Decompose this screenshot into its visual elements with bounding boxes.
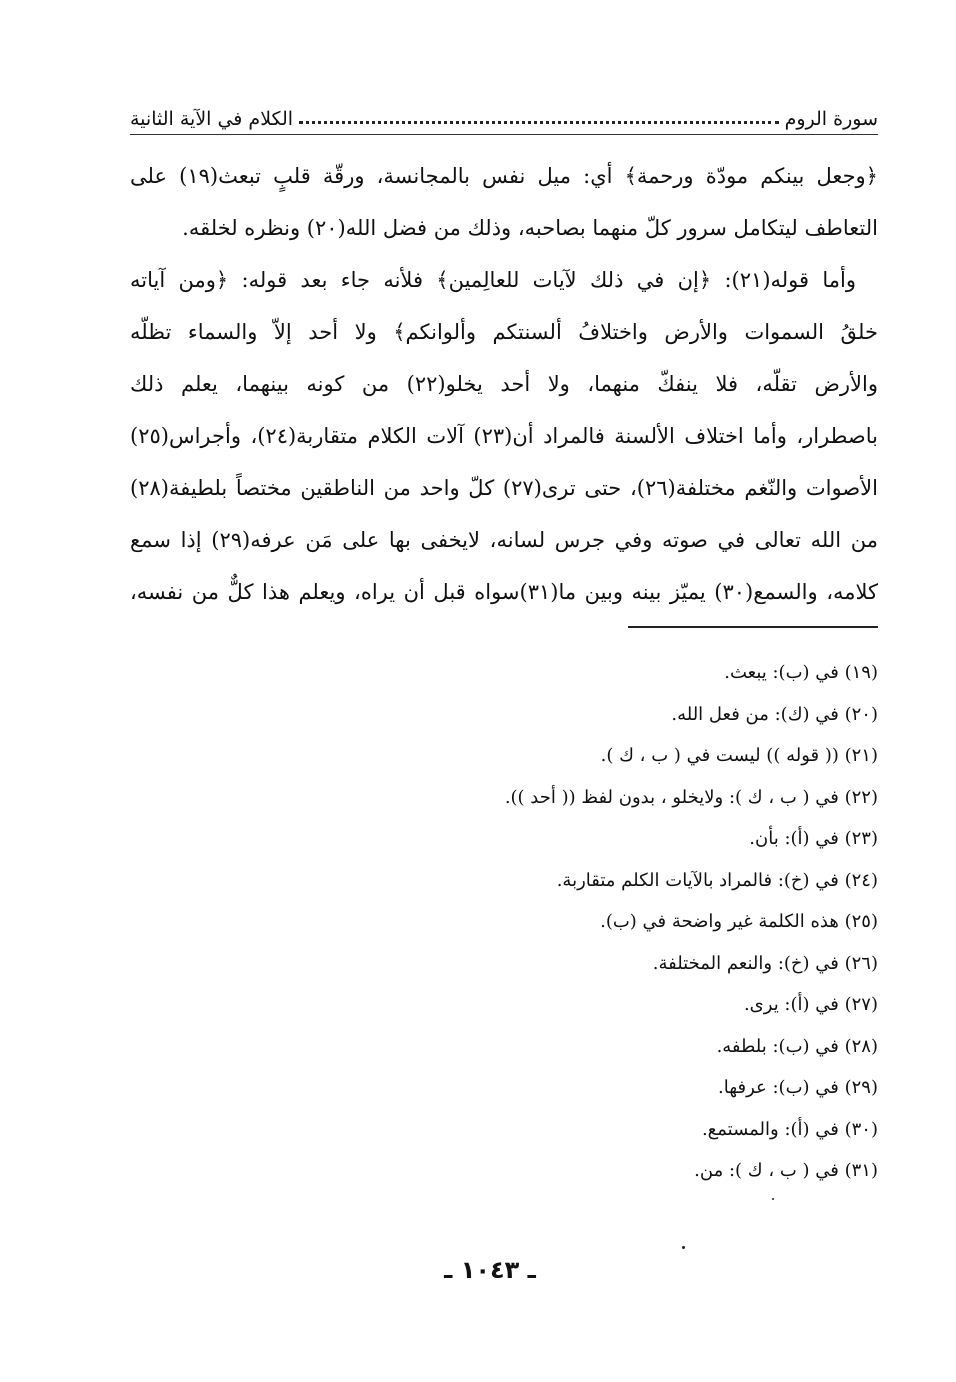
- footnote: (١٩) في (ب): يبعث.: [724, 662, 878, 683]
- text-line: الأصوات والنّغم مختلفة(٢٦)، حتى ترى(٢٧) كلّ واحد من الناطقين مختصاً بلطيفة(٢٨): [130, 476, 878, 500]
- header-sura-name: سورة الروم: [784, 108, 878, 130]
- footnote: (٢٥) هذه الكلمة غير واضحة في (ب).: [600, 911, 878, 932]
- footnote: (٢١) (( قوله )) ليست في ( ب ، ك ).: [600, 745, 878, 766]
- running-header: [130, 90, 878, 130]
- header-rule: [130, 134, 878, 135]
- footnote: (٢٠) في (ك): من فعل الله.: [671, 703, 878, 725]
- footnote: (٣٠) في (أ): والمستمع.: [701, 1118, 878, 1140]
- text-line: وأما قوله(٢١): ﴿إن في ذلك لآيات للعالِمين﴾ فلأنه جاء بعد قوله: ﴿ومن آياته: [130, 268, 856, 292]
- text-line: من الله تعالى في صوته وفي جرس لسانه، لايخفى بها على مَن عرفه(٢٩) إذا سمع: [130, 528, 878, 552]
- footnote: (٣١) في ( ب ، ك ): من.: [694, 1160, 878, 1181]
- text-line: كلامه، والسمع(٣٠) يميّز بينه وبين ما(٣١)سواه قبل أن يراه، ويعلم هذا كلٌّ من نفسه،: [130, 580, 878, 604]
- main-text: [130, 150, 878, 618]
- footnote: (٢٧) في (أ): يرى.: [743, 994, 878, 1015]
- footnote-separator: [628, 626, 878, 628]
- text-line: التعاطف ليتكامل سرور كلّ منهما بصاحبه، وذلك من فضل الله(٢٠) ونظره لخلقه.: [182, 216, 878, 240]
- footnote: (٢٦) في (خ): والنعم المختلفة.: [652, 952, 878, 974]
- footnote: (٢٢) في ( ب ، ك ): ولايخلو ، بدون لفظ (( أحد )).: [504, 786, 878, 808]
- footnotes: [130, 652, 878, 1192]
- footnote: (٢٣) في (أ): بأن.: [749, 828, 878, 849]
- header-dot-leader: [299, 121, 779, 124]
- text-line: باصطرار، وأما اختلاف الألسنة فالمراد أن(٢٣) آلات الكلام متقاربة(٢٤)، وأجراس(٢٥): [130, 424, 878, 448]
- footnote: (٢٨) في (ب): بلطفه.: [716, 1035, 878, 1057]
- text-line: ﴿وجعل بينكم مودّة ورحمة﴾ أي: ميل نفس بالمجانسة، ورقّة قلبٍ تبعث(١٩) على: [130, 164, 878, 188]
- header-topic: الكلام في الآية الثانية: [130, 108, 294, 130]
- text-line: والأرض تقلّه، فلا ينفكّ منهما، ولا أحد يخلو(٢٢) من كونه بينهما، يعلم ذلك: [130, 372, 878, 396]
- scan-speck: [682, 1246, 685, 1249]
- scan-speck: [772, 1198, 774, 1200]
- footnote: (٢٤) في (خ): فالمراد بالآيات الكلم متقاربة.: [556, 869, 878, 891]
- text-line: خلقُ السموات والأرض واختلافُ ألسنتكم وألوانكم﴾ ولا أحد إلاّ والسماء تظلّه: [130, 320, 878, 344]
- page-number: ـ ١٠٤٣ ـ: [444, 1256, 536, 1284]
- footnote: (٢٩) في (ب): عرفها.: [717, 1077, 878, 1098]
